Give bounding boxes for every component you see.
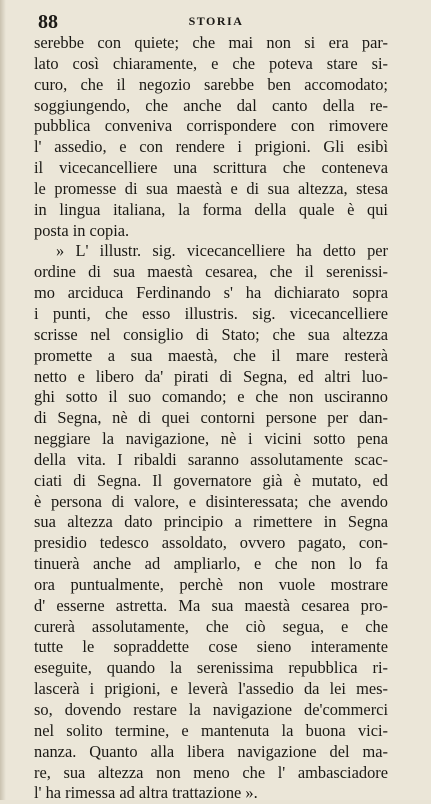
text-line: di Segna, nè di quei contorni persone per dan- xyxy=(34,408,388,428)
text-line: sua altezza dato principio a rimettere in Segna xyxy=(34,512,388,532)
text-line: pubblica conveniva corrispondere con rimovere xyxy=(34,116,388,136)
paragraph xyxy=(34,33,388,241)
text-line: mo arciduca Ferdinando s' ha dichiarato sopra xyxy=(34,283,388,303)
text-line: presidio tedesco assoldato, ovvero pagato, con- xyxy=(34,533,388,553)
text-line: re, sua altezza non meno che l' ambasciadore xyxy=(34,762,388,782)
page-number: 88 xyxy=(38,11,58,33)
text-line: curerà assolutamente, che ciò segua, e che xyxy=(34,616,388,636)
text-line: curo, che il negozio sarebbe ben accomodato; xyxy=(34,74,388,94)
paragraph xyxy=(34,241,388,804)
text-line: i punti, che esso illustris. sig. vicecancelliere xyxy=(34,303,388,323)
text-line: ciati di Segna. Il governatore già è mutato, ed xyxy=(34,470,388,490)
text-line: ora puntualmente, perchè non vuole mostrare xyxy=(34,574,388,594)
text-line: è persona di valore, e disinteressata; che avendo xyxy=(34,491,388,511)
text-line: tutte le sopraddette cose sieno interamente xyxy=(34,637,388,657)
page-gutter-shadow xyxy=(0,0,6,800)
text-line: posta in copia. xyxy=(34,220,130,240)
text-line: d' esserne astretta. Ma sua maestà cesarea pro- xyxy=(34,595,388,615)
text-line: promette a sua maestà, che il mare resterà xyxy=(34,345,388,365)
text-line: il vicecancelliere una scrittura che conteneva xyxy=(34,158,388,178)
text-line: eseguite, quando la serenissima repubblica ri- xyxy=(34,658,388,678)
text-line: serebbe con quiete; che mai non si era par- xyxy=(34,33,388,52)
text-line: soggiungendo, che anche dal canto della re- xyxy=(34,95,388,115)
running-title: STORIA xyxy=(188,14,244,28)
text-line: le promesse di sua maestà e di sua altezza, stesa xyxy=(34,178,388,198)
text-line: l' assedio, e con rendere i prigioni. Gli esibì xyxy=(34,137,388,157)
text-line: l' ha rimessa ad altra trattazione ». xyxy=(34,783,258,803)
body-text xyxy=(34,33,388,804)
text-line: in lingua italiana, la forma della quale è qui xyxy=(34,199,388,219)
text-line: lascerà i prigioni, e leverà l'assedio da lei mes- xyxy=(34,679,388,699)
text-line: tinuerà anche ad ampliarlo, e che non lo fa xyxy=(34,554,388,574)
text-line: neggiare la navigazione, nè i vicini sotto pena xyxy=(34,429,388,449)
text-line: » L' illustr. sig. vicecancelliere ha detto per xyxy=(56,241,388,261)
text-line: ordine di sua maestà cesarea, che il serenissi- xyxy=(34,262,388,282)
text-line: scrisse nel consiglio di Stato; che sua altezza xyxy=(34,324,388,344)
text-line: netto e libero da' pirati di Segna, ed altri luo- xyxy=(34,366,388,386)
text-line: ghi sotto il suo comando; e che non usciranno xyxy=(34,387,388,407)
text-line: so, dovendo restare la navigazione de'commerci xyxy=(34,700,388,719)
text-line: nanza. Quanto alla libera navigazione del ma- xyxy=(34,741,388,761)
running-head xyxy=(38,10,394,34)
text-line: della vita. I ribaldi saranno assolutamente scac- xyxy=(34,449,388,469)
text-line: lato così chiaramente, e che poteva stare si- xyxy=(34,53,388,73)
text-line: nel solito termine, e mantenuta la buona vici- xyxy=(34,720,388,740)
